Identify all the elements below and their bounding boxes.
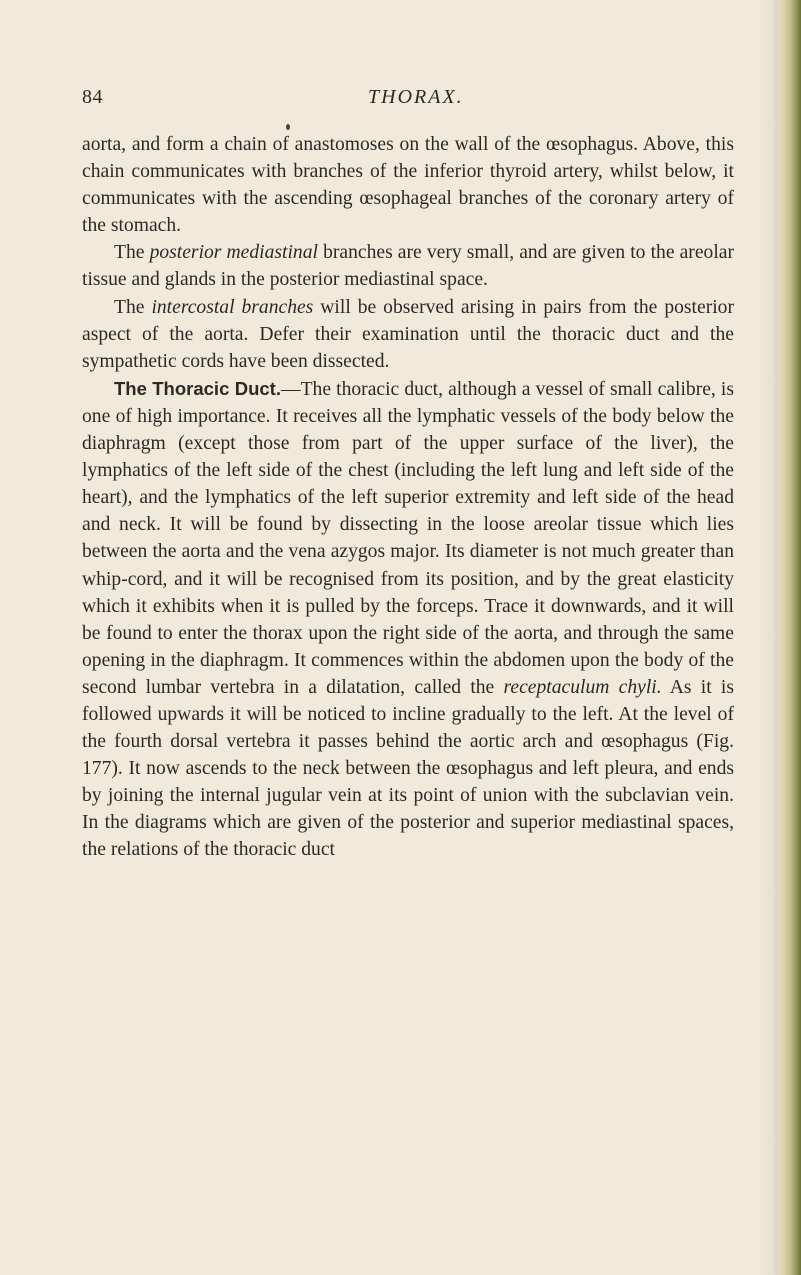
paragraph-text: aorta, and form a chain of anastomoses on the wall of the œsophagus. Above, this chain communicates with branches of the inferior thyroid artery, whilst below, it communicates with the ascending œsophageal branches of the coronary artery of the stomach. bbox=[82, 134, 734, 237]
paragraph-posterior-mediastinal bbox=[82, 239, 734, 293]
italic-term: receptaculum chyli. bbox=[503, 676, 662, 698]
paragraph-thoracic-duct bbox=[82, 375, 734, 864]
paragraph-aorta-chain bbox=[82, 131, 734, 239]
running-head: THORAX. bbox=[368, 86, 464, 108]
italic-term: posterior mediastinal bbox=[149, 242, 318, 264]
italic-term: intercostal branches bbox=[151, 296, 314, 318]
paragraph-text: —The thoracic duct, although a vessel of small calibre, is one of high importance. It receives all the lymphatic vessels of the body below the diaphragm (except those from part of the upper surface of the liver), the lymphatics of the left side of the chest (including the left lung and left side of the heart), and the lymphatics of the left superior extremity and left side of the head and neck. It will be found by dissecting in the loose areolar tissue which lies between the aorta and the vena azygos major. Its diameter is not much greater than whip-cord, and it will be recognised from its position, and by the great elasticity which it exhibits when it is pulled by the forceps. Trace it downwards, and it will be found to enter the thorax upon the right side of the aorta, and through the same opening in the diaphragm. It commences within the abdomen upon the body of the second lumbar vertebra in a dilatation, called the bbox=[82, 378, 734, 698]
ink-speck bbox=[286, 124, 290, 130]
paragraph-text: branches are very small, and are given to the areolar tissue and glands in the posterior mediastinal space. bbox=[82, 242, 734, 291]
body-text bbox=[82, 131, 734, 864]
paragraph-intercostal bbox=[82, 294, 734, 375]
page-number: 84 bbox=[82, 86, 103, 108]
page-header bbox=[82, 86, 716, 114]
paragraph-text: As it is followed upwards it will be noticed to incline gradually to the left. At the level of the fourth dorsal vertebra it passes behind the aortic arch and œsophagus (Fig. 177). It now ascends to the neck between the œsophagus and left pleura, and ends by joining the internal jugular vein at its point of union with the subclavian vein. In the diagrams which are given of the posterior and superior mediastinal spaces, the relations of the thoracic duct bbox=[82, 676, 734, 861]
binding-edge bbox=[779, 0, 801, 1275]
paragraph-start: The bbox=[114, 242, 145, 264]
paragraph-start: The bbox=[114, 296, 145, 318]
paragraph-text: will be observed arising in pairs from the posterior aspect of the aorta. Defer their examination until the thoracic duct and the sympathetic cords have been dissected. bbox=[82, 296, 734, 372]
section-heading: The Thoracic Duct. bbox=[114, 377, 281, 399]
